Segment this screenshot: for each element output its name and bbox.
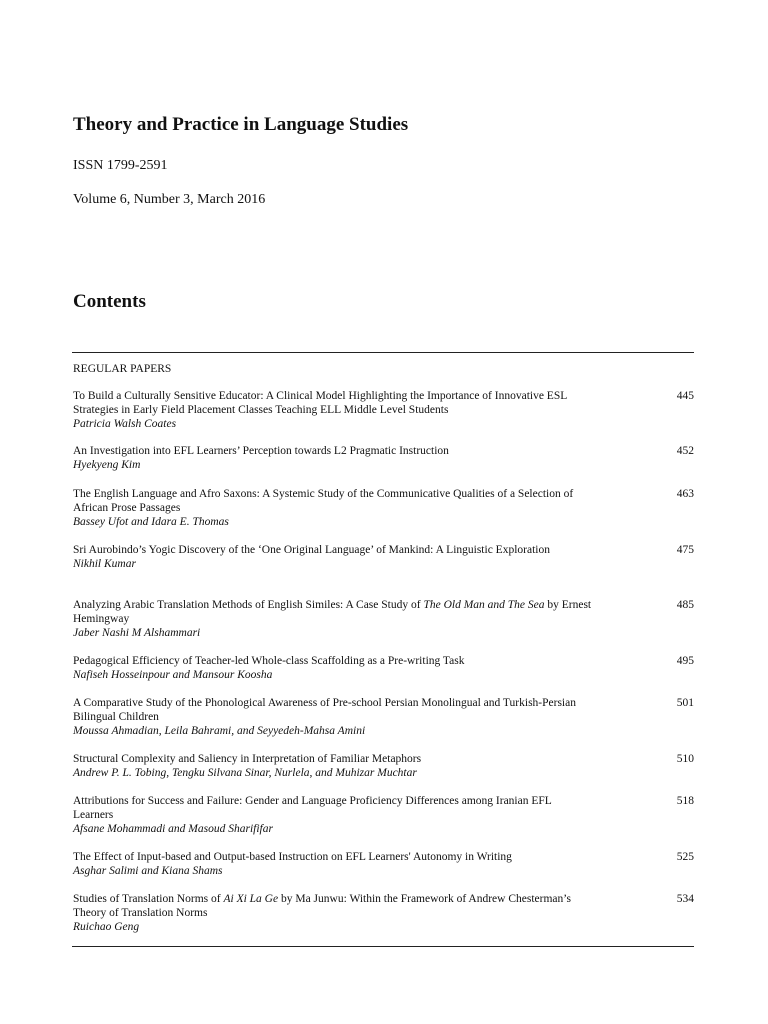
- toc-entry-page-number: 534: [676, 893, 694, 905]
- toc-entry-page-number: 495: [676, 655, 694, 667]
- toc-entry-title: [73, 753, 593, 767]
- toc-entry-page-number: 452: [676, 445, 694, 457]
- toc-entry-title-text: by Ernest Hemingway: [73, 599, 592, 625]
- toc-entry-title-text: Analyzing Arabic Translation Methods of English Similes: A Case Study of: [73, 599, 424, 611]
- issn: ISSN 1799-2591: [73, 158, 168, 173]
- toc-entry-authors: Andrew P. L. Tobing, Tengku Silvana Sinar, Nurlela, and Muhizar Muchtar: [73, 766, 417, 779]
- toc-entry-title-text: The Effect of Input-based and Output-based Instruction on EFL Learners' Autonomy in Writing: [73, 851, 512, 863]
- toc-entry-title: [73, 795, 593, 823]
- toc-entry: [73, 697, 694, 738]
- toc-entry-title-italic: Ai Xi La Ge: [223, 893, 279, 905]
- toc-entry-title: [73, 893, 593, 921]
- journal-title: Theory and Practice in Language Studies: [73, 114, 409, 135]
- contents-heading: Contents: [73, 291, 146, 312]
- toc-entry-title-text: Attributions for Success and Failure: Gender and Language Proficiency Differences among Iranian EFL Learners: [73, 795, 552, 821]
- toc-entry-page-number: 475: [676, 544, 694, 556]
- toc-entry: [73, 753, 694, 781]
- toc-entry: [73, 488, 694, 529]
- toc-entry-title-text: Structural Complexity and Saliency in Interpretation of Familiar Metaphors: [73, 753, 422, 765]
- toc-entry: [73, 655, 694, 683]
- toc-entry-title-text: An Investigation into EFL Learners’ Perception towards L2 Pragmatic Instruction: [73, 445, 449, 457]
- toc-entry-authors: Ruichao Geng: [73, 920, 140, 933]
- toc-entry-title-text: Sri Aurobindo’s Yogic Discovery of the ‘One Original Language’ of Mankind: A Linguistic Exploration: [73, 544, 550, 556]
- top-divider: [72, 352, 694, 353]
- toc-entry-title: [73, 488, 593, 516]
- toc-entry-authors: Asghar Salimi and Kiana Shams: [73, 864, 223, 877]
- bottom-divider: [72, 946, 694, 947]
- toc-entry-authors: Jaber Nashi M Alshammari: [73, 626, 201, 639]
- toc-entry: [73, 544, 694, 572]
- toc-entry-page-number: 445: [676, 390, 694, 402]
- toc-entry: [73, 599, 694, 640]
- toc-entry: [73, 893, 694, 934]
- toc-entry-authors: Patricia Walsh Coates: [73, 417, 177, 430]
- toc-entry-title-text: Studies of Translation Norms of: [73, 893, 224, 905]
- toc-entry-page-number: 485: [676, 599, 694, 611]
- toc-entry-title: [73, 390, 593, 418]
- toc-entry-authors: Nafiseh Hosseinpour and Mansour Koosha: [73, 668, 273, 681]
- toc-entry-title-italic: The Old Man and The Sea: [423, 599, 545, 611]
- toc-entry-title-text: Pedagogical Efficiency of Teacher-led Whole-class Scaffolding as a Pre-writing Task: [73, 655, 465, 667]
- toc-entry-title-text: A Comparative Study of the Phonological Awareness of Pre-school Persian Monolingual and Turkish-Persian Bilingual Children: [73, 697, 576, 723]
- toc-entry-title: [73, 697, 593, 725]
- toc-entry-title: [73, 851, 593, 865]
- toc-entry: [73, 445, 694, 473]
- toc-entry-authors: Moussa Ahmadian, Leila Bahrami, and Seyyedeh-Mahsa Amini: [73, 724, 366, 737]
- toc-entry-title-text: The English Language and Afro Saxons: A Systemic Study of the Communicative Qualities of a Selection of African Prose Passages: [73, 488, 574, 514]
- toc-entry-page-number: 510: [676, 753, 694, 765]
- toc-entry-page-number: 463: [676, 488, 694, 500]
- toc-entry-page-number: 525: [676, 851, 694, 863]
- toc-entry: [73, 390, 694, 431]
- toc-entry-title: [73, 544, 593, 558]
- toc-entry-authors: Bassey Ufot and Idara E. Thomas: [73, 515, 229, 528]
- toc-entry: [73, 795, 694, 836]
- volume-info: Volume 6, Number 3, March 2016: [73, 192, 266, 207]
- toc-entry-title-text: by Ma Junwu: Within the Framework of Andrew Chesterman’s Theory of Translation Norms: [73, 893, 571, 919]
- toc-entry-title: [73, 445, 593, 459]
- toc-entry-page-number: 501: [676, 697, 694, 709]
- toc-entry-title: [73, 655, 593, 669]
- section-label: REGULAR PAPERS: [73, 363, 172, 375]
- toc-entry-authors: Hyekyeng Kim: [73, 458, 141, 471]
- toc-entry-authors: Afsane Mohammadi and Masoud Sharififar: [73, 822, 273, 835]
- toc-entry-title-text: To Build a Culturally Sensitive Educator: A Clinical Model Highlighting the Importance of Innovative ESL Strategies in Early Field Placement Classes Teaching ELL Middle Level Students: [73, 390, 567, 416]
- toc-entry: [73, 851, 694, 879]
- toc-entry-title: [73, 599, 593, 627]
- toc-entry-page-number: 518: [676, 795, 694, 807]
- toc-entry-authors: Nikhil Kumar: [73, 557, 136, 570]
